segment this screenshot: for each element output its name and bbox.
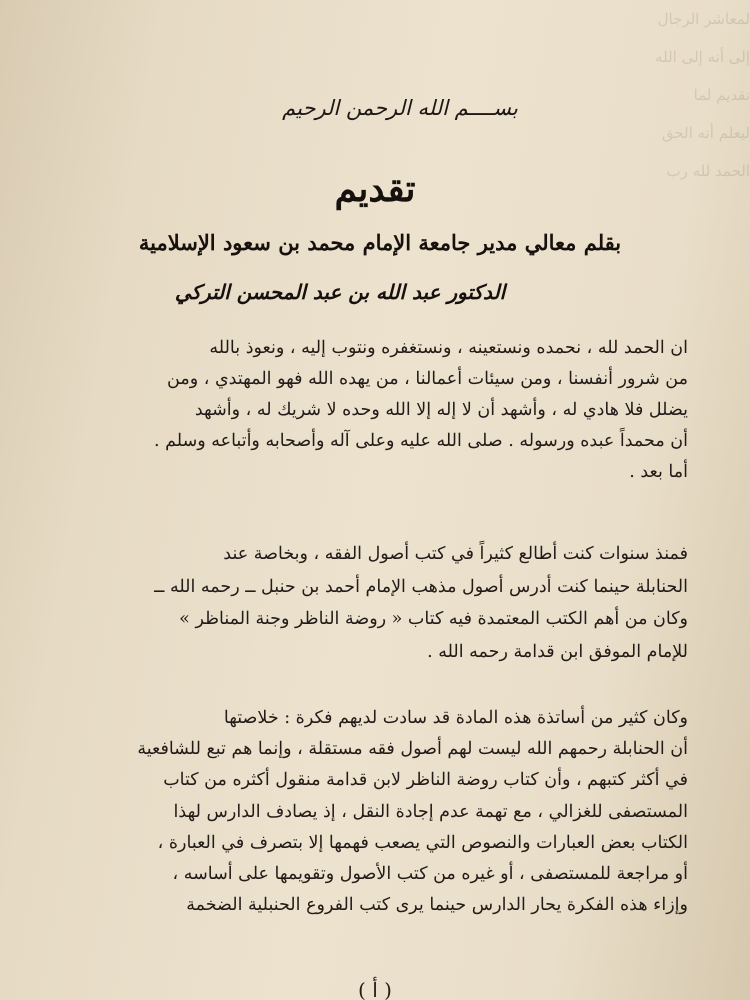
- text-line: للإمام الموفق ابن قدامة رحمه الله .: [427, 641, 688, 662]
- page-title: تقديم: [334, 168, 416, 210]
- bleed-through-text: [560, 0, 750, 230]
- bleed-line: إلى أنه إلى الله: [655, 48, 750, 66]
- page-number: ( أ ): [358, 978, 392, 1000]
- text-line: في أكثر كتبهم ، وأن كتاب روضة الناظر لابن قدامة منقول أكثره من كتاب: [163, 770, 688, 791]
- author-name: الدكتور عبد الله بن عبد المحسن التركي: [174, 280, 506, 304]
- text-line: وكان كثير من أساتذة هذه المادة قد سادت لديهم فكرة : خلاصتها: [223, 708, 688, 728]
- bleed-line: لمعاشر الرجال: [657, 10, 750, 28]
- basmala: بســــم الله الرحمن الرحيم: [282, 96, 518, 120]
- paragraph-1: [68, 333, 688, 488]
- text-line: الحنابلة حينما كنت أدرس أصول مذهب الإمام أحمد بن حنبل ــ رحمه الله ــ: [154, 576, 688, 597]
- bleed-line: تقديم لما: [693, 86, 750, 104]
- text-line: أن محمداً عبده ورسوله . صلى الله عليه وعلى آله وأصحابه وأتباعه وسلم .: [154, 431, 688, 451]
- text-line: من شرور أنفسنا ، ومن سيئات أعمالنا ، من يهده الله فهو المهتدي ، ومن: [167, 369, 688, 389]
- text-line: أما بعد .: [629, 462, 688, 482]
- text-line: وكان من أهم الكتب المعتمدة فيه كتاب « روضة الناظر وجنة المناظر »: [179, 609, 688, 629]
- paragraph-2: [68, 538, 688, 668]
- bleed-line: ليعلم أنه الحق: [661, 124, 750, 142]
- paragraph-3: [68, 703, 688, 921]
- text-line: فمنذ سنوات كنت أطالع كثيراً في كتب أصول الفقه ، وبخاصة عند: [223, 544, 688, 564]
- text-line: المستصفى للغزالي ، مع تهمة عدم إجادة النقل ، إذ يصادف الدارس لهذا: [173, 801, 688, 822]
- byline: بقلم معالي مدير جامعة الإمام محمد بن سعود الإسلامية: [138, 230, 622, 255]
- text-line: أن الحنابلة رحمهم الله ليست لهم أصول فقه مستقلة ، وإنما هم تبع للشافعية: [137, 739, 688, 760]
- text-line: يضلل فلا هادي له ، وأشهد أن لا إله إلا الله وحده لا شريك له ، وأشهد: [194, 400, 688, 420]
- bleed-line: الحمد لله رب: [666, 162, 750, 180]
- text-line: أو مراجعة للمستصفى ، أو غيره من كتب الأصول وتقويمها على أساسه ،: [172, 864, 688, 885]
- text-line: وإزاء هذه الفكرة يحار الدارس حينما يرى كتب الفروع الحنبلية الضخمة: [186, 895, 688, 916]
- text-line: ان الحمد لله ، نحمده ونستعينه ، ونستغفره ونتوب إليه ، ونعوذ بالله: [209, 338, 688, 358]
- text-line: الكتاب بعض العبارات والنصوص التي يصعب فهمها إلا بتصرف في العبارة ،: [157, 832, 688, 853]
